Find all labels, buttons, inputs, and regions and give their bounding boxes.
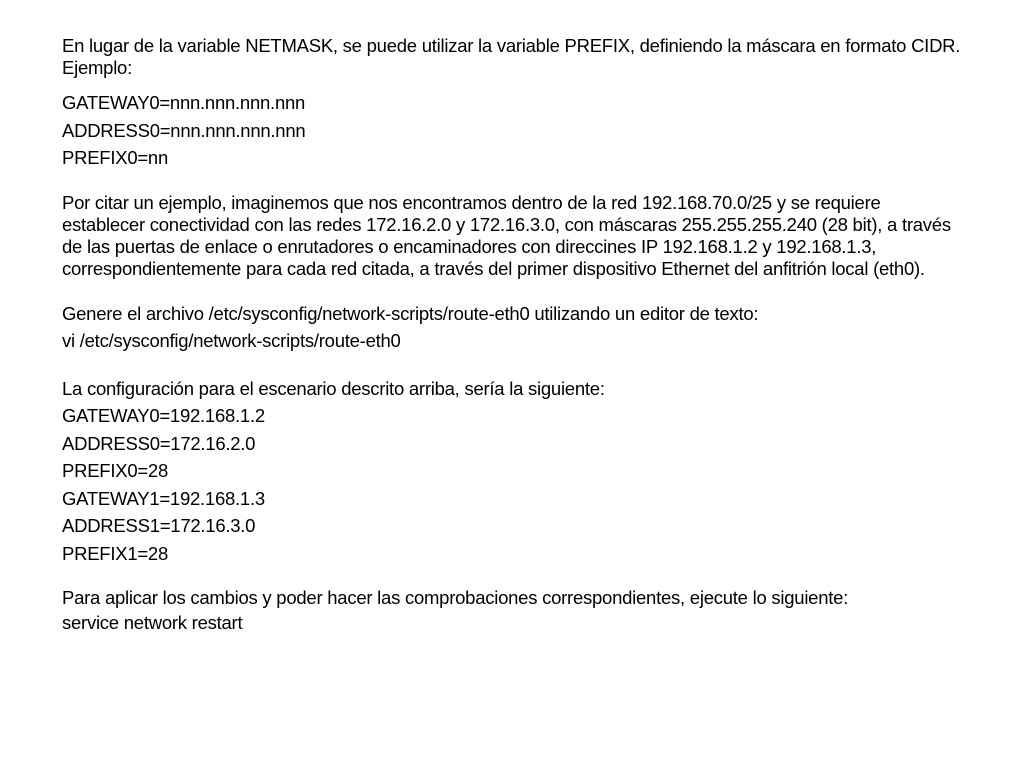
config-intro: La configuración para el escenario descrito arriba, sería la siguiente: — [62, 377, 605, 399]
create-file-paragraph: Genere el archivo /etc/sysconfig/network-scripts/route-eth0 utilizando un editor de texto: — [62, 302, 759, 324]
config-line: PREFIX0=28 — [62, 460, 168, 481]
example-block — [62, 89, 962, 172]
vi-command: vi /etc/sysconfig/network-scripts/route-eth0 — [62, 330, 401, 351]
intro-paragraph-block — [62, 35, 962, 79]
apply-paragraph: Para aplicar los cambios y poder hacer las comprobaciones correspondientes, ejecute lo siguiente: — [62, 587, 849, 608]
example-prefix-line: PREFIX0=nn — [62, 147, 168, 168]
config-line: GATEWAY1=192.168.1.3 — [62, 487, 265, 509]
config-block — [62, 375, 962, 568]
config-line: ADDRESS1=172.16.3.0 — [62, 515, 256, 536]
scenario-paragraph: Por citar un ejemplo, imaginemos que nos encontramos dentro de la red 192.168.70.0/25 y se requiere establecer conectividad con las redes 172.16.2.0 y 172.16.3.0, con máscaras 255.255.255.240 (28 bit), a través de las puertas de enlace o enrutadores o encaminadores con direccines IP 192.168.1.2 y 192.168.1.3, correspondientemente para cada red citada, a través del primer dispositivo Ethernet del anfitrión local (eth0). — [62, 191, 951, 279]
create-file-block — [62, 300, 962, 355]
intro-paragraph: En lugar de la variable NETMASK, se puede utilizar la variable PREFIX, definiendo la máscara en formato CIDR. Ejemplo: — [62, 35, 961, 78]
config-line: PREFIX1=28 — [62, 542, 168, 564]
example-gateway-line: GATEWAY0=nnn.nnn.nnn.nnn — [62, 92, 306, 113]
scenario-paragraph-block — [62, 192, 962, 280]
example-address-line: ADDRESS0=nnn.nnn.nnn.nnn — [62, 119, 306, 141]
config-line: ADDRESS0=172.16.2.0 — [62, 432, 256, 454]
config-line: GATEWAY0=192.168.1.2 — [62, 405, 265, 426]
apply-block — [62, 587, 962, 637]
slide-body — [62, 35, 962, 647]
restart-command: service network restart — [62, 612, 243, 633]
